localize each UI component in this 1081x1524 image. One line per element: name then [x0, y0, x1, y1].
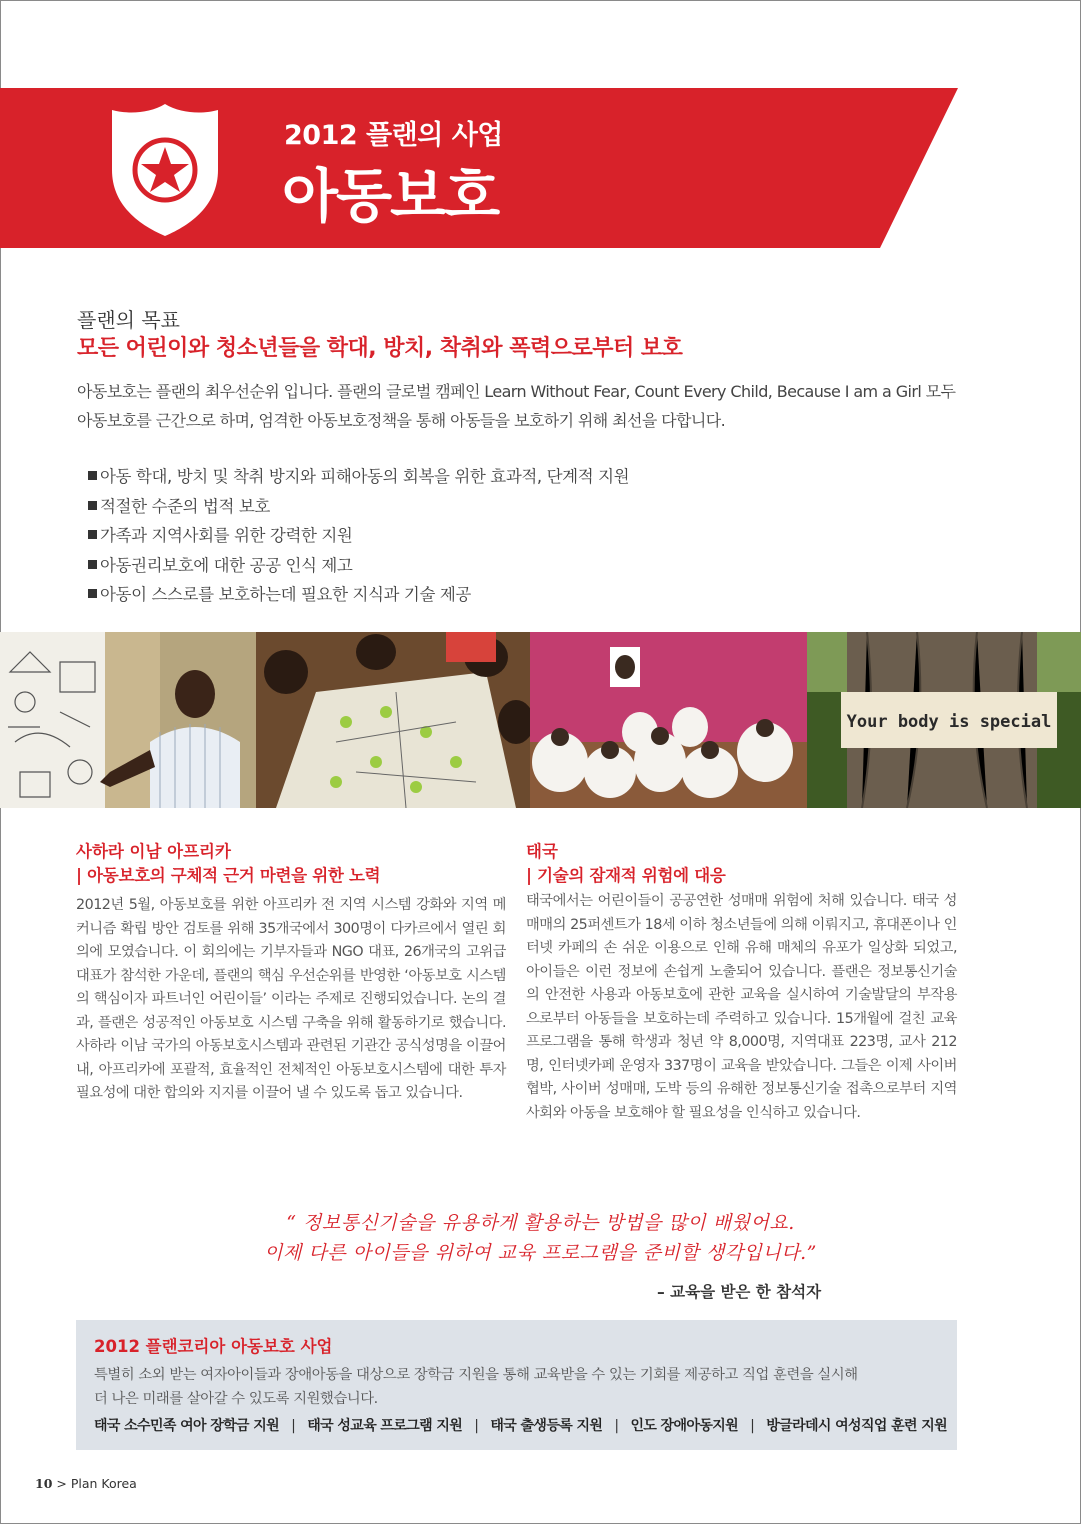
photo-strip [0, 632, 1081, 808]
square-bullet-icon [88, 560, 97, 569]
program-item: 태국 출생등록 지원 [490, 1418, 603, 1434]
box-program-list [94, 1415, 948, 1435]
photo-tree-sign [807, 632, 1081, 808]
intro-paragraph [77, 377, 967, 435]
separator: | [750, 1418, 755, 1434]
list-item: 아동이 스스로를 보호하는데 필요한 지식과 기술 제공 [88, 580, 629, 610]
box-body [94, 1363, 939, 1411]
banner-subtitle: 2012 플랜의 사업 [284, 120, 503, 151]
page-number: 10 [35, 1476, 53, 1491]
plan-korea-box [76, 1320, 957, 1450]
quote-line: “ 정보통신기술을 유용하게 활용하는 방법을 많이 배웠어요. [286, 1212, 795, 1234]
page-footer [35, 1476, 137, 1491]
africa-body: 2012년 5월, 아동보호를 위한 아프리카 전 지역 시스템 강화와 지역 메커니즘 확립 방안 검토를 위해 35개국에서 300명이 다카르에서 열린 회의에 모였습니다. 이 회의에는 기부자들과 NGO 대표, 26개국의 고위급 대표가 참석한 가운데, 플랜의 핵심 우선순위를 반영한 ‘아동보호 시스템의 핵심이자 파트너인 어린이들’ 이라는 주제로 진행되었습니다. 논의 결과, 플랜은 성공적인 아동보호 시스템 구축을 위해 활동하기로 했습니다. 사하라 이남 국가의 아동보호시스템과 관련된 기관간 공식성명을 이끌어 내, 아프리카에 포괄적, 효율적인 전체적인 아동보호시스템에 대한 투자 필요성에 대한 합의와 지지를 이끌어 낼 수 있도록 돕고 있습니다. [76, 897, 506, 1101]
thailand-subtitle: | 기술의 잠재적 위험에 대응 [526, 866, 726, 885]
africa-section [76, 840, 506, 1106]
thailand-body: 태국에서는 어린이들이 공공연한 성매매 위험에 처해 있습니다. 태국 성매매의 25퍼센트가 18세 이하 청소년들에 의해 이뤄지고, 휴대폰이나 인터넷 카페의 손 쉬운 이용으로 인해 유해 매체의 유포가 일상화 되었고, 아이들은 이런 정보에 손쉽게 노출되어 있습니다. 플랜은 정보통신기술의 안전한 사용과 아동보호에 관한 교육을 실시하여 기술발달의 부작용으로부터 아동들을 보호하는데 주력하고 있습니다. 15개월에 걸친 교육 프로그램을 통해 학생과 청년 약 8,000명, 지역대표 223명, 교사 212명, 인터넷카페 운영자 337명이 교육을 받았습니다. 그들은 이제 사이버 협박, 사이버 성매매, 도박 등의 유해한 정보통신기술 접촉으로부터 지역사회와 아동을 보호해야 할 필요성을 인식하고 있습니다. [526, 893, 957, 1121]
intro-line: 아동보호는 플랜의 최우선순위 입니다. 플랜의 글로벌 캠페인 Learn Without Fear, Count Every Child, Because I am a Girl 모두 [77, 382, 956, 401]
goal-label: 플랜의 목표 [77, 308, 180, 332]
quote-attribution: – 교육을 받은 한 참석자 [657, 1283, 822, 1301]
goal-bullet-list [88, 462, 629, 610]
square-bullet-icon [88, 501, 97, 510]
list-item: 아동권리보호에 대한 공공 인식 제고 [88, 551, 629, 581]
program-item: 인도 장애아동지원 [630, 1418, 739, 1434]
goal-headline: 모든 어린이와 청소년들을 학대, 방치, 착취와 폭력으로부터 보호 [77, 336, 683, 361]
photo-children-map [256, 632, 530, 808]
list-item: 가족과 지역사회를 위한 강력한 지원 [88, 521, 629, 551]
thailand-section [526, 840, 957, 1125]
star-shield-icon [104, 100, 226, 240]
intro-line: 아동보호를 근간으로 하며, 엄격한 아동보호정책을 통해 아동들을 보호하기 위해 최선을 다합니다. [77, 411, 726, 430]
africa-region: 사하라 이남 아프리카 [76, 842, 231, 861]
square-bullet-icon [88, 589, 97, 598]
box-title: 2012 플랜코리아 아동보호 사업 [94, 1337, 333, 1356]
program-item: 태국 성교육 프로그램 지원 [307, 1418, 463, 1434]
separator: | [291, 1418, 296, 1434]
box-line: 더 나은 미래를 살아갈 수 있도록 지원했습니다. [94, 1391, 378, 1407]
sign-text: Your body is special [846, 712, 1052, 732]
square-bullet-icon [88, 530, 97, 539]
photo-classroom [530, 632, 807, 808]
photo-presenter [0, 632, 256, 808]
square-bullet-icon [88, 471, 97, 480]
footer-text: > Plan Korea [56, 1476, 137, 1491]
separator: | [474, 1418, 479, 1434]
box-line: 특별히 소외 받는 여자아이들과 장애아동을 대상으로 장학금 지원을 통해 교육받을 수 있는 기회를 제공하고 직업 훈련을 실시해 [94, 1367, 858, 1383]
separator: | [614, 1418, 619, 1434]
list-item: 적절한 수준의 법적 보호 [88, 492, 629, 522]
quote-line: 이제 다른 아이들을 위하여 교육 프로그램을 준비할 생각입니다.” [264, 1242, 817, 1264]
page-title: 아동보호 [282, 162, 499, 230]
africa-subtitle: | 아동보호의 구체적 근거 마련을 위한 노력 [76, 866, 381, 885]
thailand-region: 태국 [526, 842, 558, 861]
program-item: 태국 소수민족 여아 장학금 지원 [94, 1418, 280, 1434]
list-item: 아동 학대, 방치 및 착취 방지와 피해아동의 회복을 위한 효과적, 단계적 지원 [88, 462, 629, 492]
program-item: 방글라데시 여성직업 훈련 지원 [766, 1418, 948, 1434]
